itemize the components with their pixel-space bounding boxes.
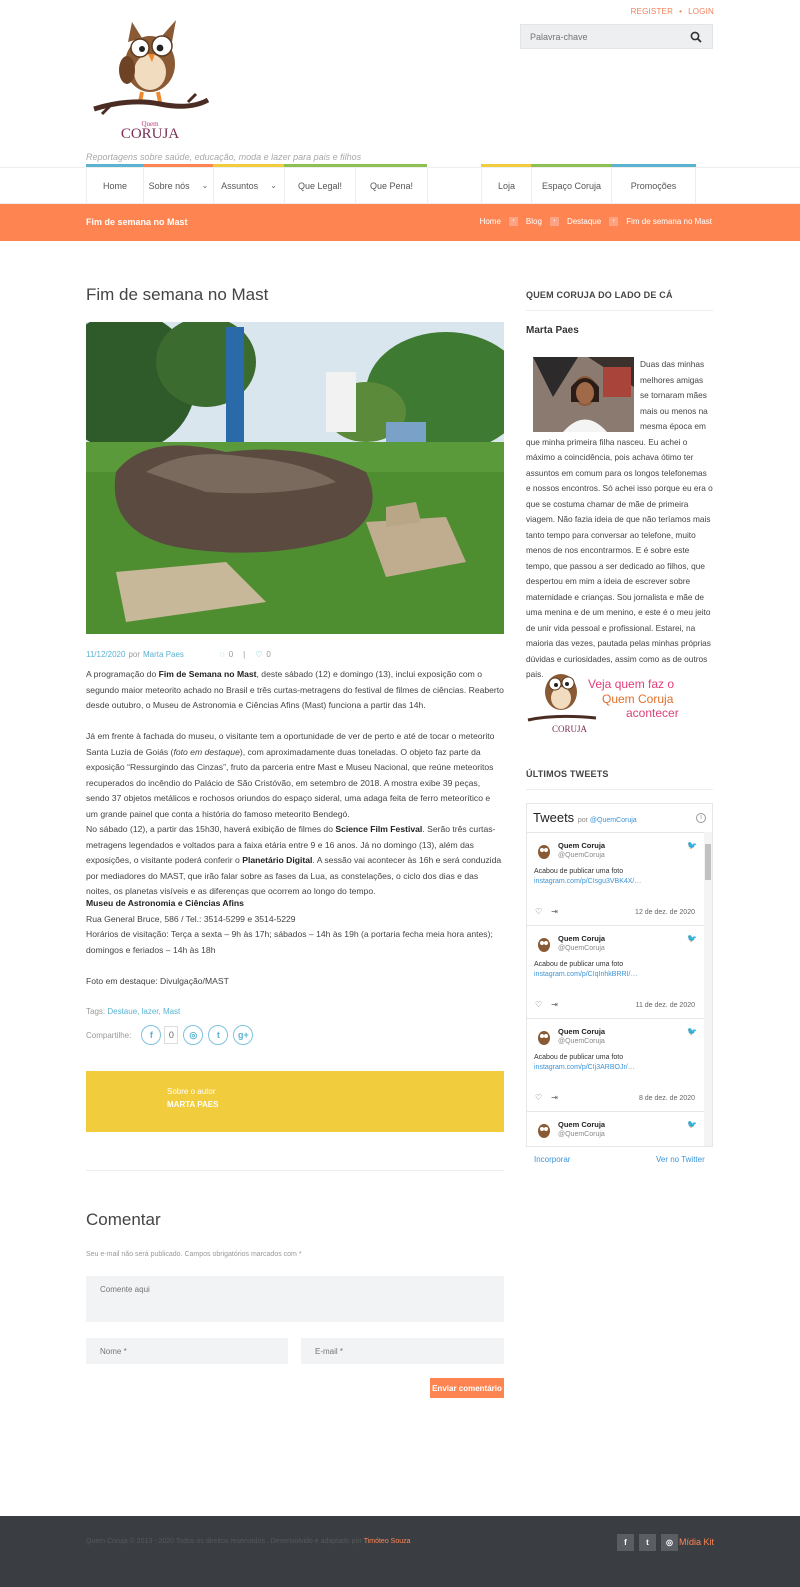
twitter-handle-link[interactable]: @QuemCoruja: [589, 817, 637, 824]
scrollbar[interactable]: [704, 832, 712, 1147]
breadcrumb-blog[interactable]: Blog: [525, 217, 542, 226]
tag-links[interactable]: Destaue, lazer, Mast: [107, 1007, 181, 1016]
nav-item-espaco-coruja[interactable]: Espaço Coruja: [531, 167, 611, 204]
comment-count: 0: [228, 650, 234, 659]
avatar: [535, 1122, 553, 1140]
promo-line-3: acontecer: [626, 706, 679, 720]
tweet-date[interactable]: 8 de dez. de 2020: [638, 1095, 695, 1102]
avatar: [535, 843, 553, 861]
post-paragraph: Já em frente à fachada do museu, o visitante tem a oportunidade de ver de perto e até de tocar o meteorito Santa Luzia de Goiás (foto em destaque), com aproximadamente duas toneladas. O objeto faz parte da exposição “Ressurgindo das Cinzas”, fruto da parceria entre Mast e Museu Nacional, que reúne meteoritos recuperados do incêndio do Palácio de São Cristóvão, em setembro de 2018. A mostra exibe 39 peças, sendo 37 objetos metálicos e rochosos oriundos do espaço sideral, uma adaga feita de ferro meteorítico e um grande painel que conta a história do famoso meteorito Bendegó.: [86, 731, 495, 819]
tweet-actions: [535, 1000, 558, 1009]
comment-note: Seu e-mail não será publicado. Campos obrigatórios marcados com *: [86, 1251, 302, 1258]
breadcrumb-current: Fim de semana no Mast: [626, 217, 712, 226]
divider: [86, 1170, 504, 1171]
nav-item-sobre-nos[interactable]: Sobre nós ⌄: [143, 167, 213, 204]
post-paragraph: A programação do Fim de Semana no Mast, deste sábado (12) e domingo (13), inclui exposição com o segundo maior meteorito achado no Brasil e três curtas-metragens do festival de filmes de ciências. Reaberto desde outubro, o Museu de Astronomia e Ciências Afins (Mast) funciona a partir das 14h.: [86, 669, 504, 711]
page-title: Fim de semana no Mast: [86, 217, 188, 227]
facebook-icon[interactable]: f: [141, 1025, 161, 1045]
chevron-right-icon: ›: [550, 217, 559, 226]
name-field[interactable]: [86, 1338, 288, 1364]
facebook-icon[interactable]: f: [617, 1534, 634, 1551]
promo-line-2: Quem Coruja: [602, 692, 674, 706]
google-plus-icon[interactable]: g+: [233, 1025, 253, 1045]
tweet: [527, 1018, 705, 1111]
site-tagline: Reportagens sobre saúde, educação, moda e lazer para pais e filhos: [86, 152, 362, 162]
tweet-link[interactable]: instagram.com/p/CIj3ARBOJr/…: [534, 1064, 635, 1071]
tweet-author[interactable]: Quem Coruja: [558, 1027, 606, 1036]
nav-item-promocoes[interactable]: Promoções: [611, 167, 696, 204]
svg-text:CORUJA: CORUJA: [552, 724, 588, 734]
chevron-down-icon: ⌄: [270, 181, 277, 190]
meta-divider: |: [243, 650, 246, 659]
tweet-author[interactable]: Quem Coruja: [558, 934, 606, 943]
email-field[interactable]: [301, 1338, 504, 1364]
nav-item-home[interactable]: Home: [86, 167, 143, 204]
twitter-bird-icon: 🐦: [687, 934, 697, 943]
view-on-twitter-link[interactable]: Ver no Twitter: [656, 1155, 705, 1164]
twitter-icon[interactable]: t: [639, 1534, 656, 1551]
nav-item-empty[interactable]: [427, 167, 481, 204]
tweet-link[interactable]: instagram.com/p/CIqInhkBRRI/…: [534, 971, 638, 978]
breadcrumb-home[interactable]: Home: [479, 217, 501, 226]
post-paragraph: Foto em destaque: Divulgação/MAST: [86, 976, 229, 986]
divider: [526, 789, 713, 790]
twitter-widget: [526, 803, 713, 1147]
tweet-text: Acabou de publicar uma foto instagram.com/p/CIsgu3VBK4X/…: [534, 868, 642, 885]
post-tags: [86, 1007, 180, 1016]
nav-item-assuntos[interactable]: Assuntos ⌄: [213, 167, 284, 204]
instagram-icon[interactable]: ◎: [183, 1025, 203, 1045]
chevron-down-icon: ⌄: [201, 181, 209, 190]
heart-icon[interactable]: ♡: [535, 1093, 543, 1102]
tweet-handle[interactable]: @QuemCoruja: [558, 945, 605, 952]
tweet-actions: [535, 907, 558, 916]
separator-dot: •: [679, 7, 683, 16]
nav-item-loja[interactable]: Loja: [481, 167, 531, 204]
login-link[interactable]: LOGIN: [688, 7, 714, 16]
tweet-text: Acabou de publicar uma foto instagram.com/p/CIj3ARBOJr/…: [534, 1054, 635, 1071]
tweet-text: Acabou de publicar uma foto instagram.com/p/CIqInhkBRRI/…: [534, 961, 638, 978]
divider: [526, 310, 713, 311]
post-paragraph: Museu de Astronomia e Ciências Afins Rua General Bruce, 586 / Tel.: 3514-5299 e 3514-5229 Horários de visitação: Terça a sexta – 9h às 17h; sábados – 14h às 19h (a portaria fecha meia hora antes); domingos e feriados – 14h às 18h: [86, 898, 493, 955]
twitter-bird-icon: 🐦: [687, 841, 697, 850]
scrollbar-thumb[interactable]: [705, 844, 711, 880]
post-by: por: [128, 650, 141, 659]
site-logo[interactable]: [90, 14, 215, 144]
submit-comment-button[interactable]: Enviar comentário: [430, 1378, 504, 1398]
sidebar-tweets-title: ÚLTIMOS TWEETS: [526, 769, 609, 779]
author-box-name[interactable]: MARTA PAES: [167, 1100, 219, 1109]
sidebar-bio: Duas das minhas melhores amigas se tornaram mães mais ou menos na mesma época em que minha primeira filha nasceu. Eu achei o máximo a coincidência, pois achava ótimo ter assuntos em comum para os longos telefonemas e nossos encontros. Só achei isso porque eu era o que se costuma chamar de mãe de primeira viagem. Não fazia ideia de que não teríamos mais tanto tempo para conversar ao telefone, muito menos de nos encontrarmos. E é sobre este tempo, que passou a ser dedicado ao filhos, que despertou em mim a ideia de escrever sobre maternidade e crianças. Sou jornalista e mãe de uma menina e de um menino, e este é o meu jeito de unir vida pessoal e profissional. Estarei, na maioria das vezes, pautada pelas minhas próprias dúvidas e curiosidades, assim como as de outros pais.: [526, 359, 713, 679]
share-icon[interactable]: ⇥: [551, 907, 558, 916]
author-box-label: Sobre o autor: [167, 1087, 216, 1096]
tweet-date[interactable]: 12 de dez. de 2020: [635, 909, 695, 916]
tweet: [527, 1111, 705, 1147]
comment-section-title: Comentar: [86, 1210, 161, 1229]
tweet-author[interactable]: Quem Coruja: [558, 1120, 606, 1129]
promo-line-1: Veja quem faz o: [588, 677, 675, 691]
search-box: [520, 24, 713, 49]
account-links: [631, 7, 714, 16]
breadcrumb: [480, 217, 712, 226]
tweet: [527, 832, 705, 925]
promo-banner[interactable]: [526, 662, 713, 744]
post-title: Fim de semana no Mast: [86, 285, 269, 304]
search-input[interactable]: [521, 25, 681, 48]
author-photo: [533, 357, 634, 432]
chevron-right-icon: ›: [509, 217, 518, 226]
tweet-handle[interactable]: @QuemCoruja: [558, 1038, 605, 1045]
midia-kit-link[interactable]: Mídia Kit: [678, 1537, 714, 1547]
heart-icon[interactable]: ♡: [535, 907, 543, 916]
sidebar-about-title: QUEM CORUJA DO LADO DE CÁ: [526, 290, 673, 300]
post-meta: [86, 650, 271, 659]
register-link[interactable]: REGISTER: [630, 7, 674, 16]
share-bar: [86, 1025, 253, 1045]
nav-item-que-pena[interactable]: Que Pena!: [355, 167, 427, 204]
embed-link[interactable]: Incorporar: [534, 1155, 571, 1164]
tags-label: Tags:: [86, 1007, 106, 1016]
like-count: 0: [266, 650, 271, 659]
avatar: [535, 936, 553, 954]
comment-icon[interactable]: ◌: [219, 650, 225, 659]
tweet-handle[interactable]: @QuemCoruja: [558, 1131, 605, 1138]
tweet-author[interactable]: Quem Coruja: [558, 841, 606, 850]
search-icon[interactable]: [690, 31, 702, 43]
share-label: Compartilhe:: [86, 1030, 132, 1040]
tweet-date[interactable]: 11 de dez. de 2020: [635, 1002, 695, 1009]
info-icon[interactable]: i: [696, 813, 706, 823]
post-paragraph: No sábado (12), a partir das 15h30, haverá exibição de filmes do Science Film Festival. Serão três curtas-metragens legendados e voltados para a faixa etária entre 9 e 16 anos. Já no domingo (13), além das exposições, o visitante poderá conferir o Planetário Digital. A sessão vai acontecer às 16h e será conduzida por mediadores do MAST, que irão falar sobre as fases da Lua, as constelações, o ciclo dos dias e das noites, os planetas visíveis e as diferenças que ocorrem ao longo do tempo.: [86, 824, 502, 897]
featured-image: [86, 322, 504, 634]
chevron-right-icon: ›: [609, 217, 618, 226]
tweet: [527, 925, 705, 1018]
share-icon[interactable]: ⇥: [551, 1093, 558, 1102]
breadcrumb-bar: [0, 204, 800, 241]
developer-link[interactable]: Timóteo Souza: [363, 1538, 411, 1545]
logo-small-text: Quem: [141, 120, 159, 128]
share-icon[interactable]: ⇥: [551, 1000, 558, 1009]
comment-textarea[interactable]: [86, 1276, 504, 1322]
heart-icon[interactable]: ♡: [255, 650, 263, 659]
heart-icon[interactable]: ♡: [535, 1000, 543, 1009]
share-count: 0: [164, 1026, 178, 1044]
nav-item-que-legal[interactable]: Que Legal!: [284, 167, 355, 204]
twitter-widget-header: Tweets por @QuemCoruja: [533, 810, 637, 825]
post-date: 11/12/2020: [86, 650, 126, 659]
twitter-icon[interactable]: t: [208, 1025, 228, 1045]
tweet-link[interactable]: instagram.com/p/CIsgu3VBK4X/…: [534, 878, 642, 885]
post-author-link[interactable]: Marta Paes: [143, 650, 184, 659]
author-box: [86, 1071, 504, 1132]
twitter-bird-icon: 🐦: [687, 1120, 697, 1129]
sidebar-author-name: Marta Paes: [526, 325, 579, 336]
instagram-icon[interactable]: ◎: [661, 1534, 678, 1551]
breadcrumb-destaque[interactable]: Destaque: [566, 217, 602, 226]
tweet-actions: [535, 1093, 558, 1102]
twitter-bird-icon: 🐦: [687, 1027, 697, 1036]
footer-copyright: Quem Coruja © 2013 - 2020 Todos os direitos reservados . Desenvolvido e adaptado por Timóteo Souza: [86, 1538, 411, 1545]
footer: [0, 1516, 800, 1587]
tweet-handle[interactable]: @QuemCoruja: [558, 852, 605, 859]
logo-text: CORUJA: [120, 126, 180, 142]
avatar: [535, 1029, 553, 1047]
